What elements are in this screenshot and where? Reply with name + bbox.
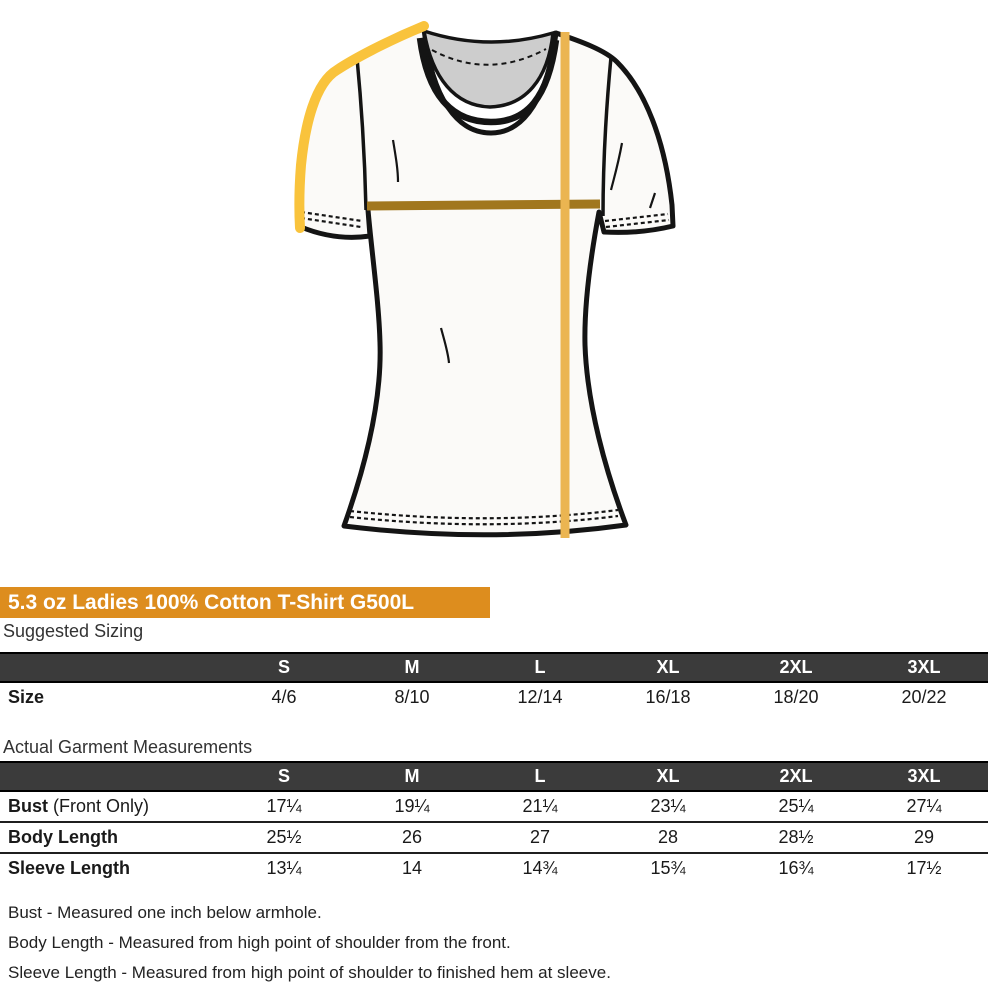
cell-value: 19¼ (394, 796, 430, 816)
table-row-bust (0, 792, 988, 823)
cell-value: 16¾ (778, 858, 814, 878)
col-header-xl: XL (656, 766, 680, 786)
cell-value: 27 (529, 827, 551, 847)
row-label: Sleeve Length (8, 858, 131, 878)
col-header-2xl: 2XL (779, 766, 813, 786)
table-row-body-length (0, 823, 988, 854)
cell-value: 29 (913, 827, 935, 847)
suggested-sizing-title: Suggested Sizing (3, 621, 144, 641)
product-banner (0, 587, 490, 618)
footnote-bust: Bust - Measured one inch below armhole. (8, 903, 322, 922)
cell-value: 20/22 (901, 686, 947, 707)
footnote-sleeve: Sleeve Length - Measured from high point of shoulder to finished hem at sleeve. (8, 963, 611, 982)
product-title: 5.3 oz Ladies 100% Cotton T-Shirt G500L (8, 591, 415, 614)
col-header-m: M (404, 766, 420, 786)
row-label: Bust (Front Only) (8, 796, 150, 816)
row-label: Size (8, 686, 45, 707)
garment-measurements-title: Actual Garment Measurements (3, 737, 253, 757)
cell-value: 28½ (778, 827, 814, 847)
cell-value: 25½ (266, 827, 302, 847)
cell-value: 8/10 (394, 686, 430, 707)
cell-value: 15¾ (650, 858, 686, 878)
col-header-s: S (277, 766, 290, 786)
col-header-m: M (404, 657, 420, 677)
cell-value: 28 (657, 827, 679, 847)
measurement-footnotes (8, 898, 611, 988)
table-header-row (0, 761, 988, 792)
footnote-body: Body Length - Measured from high point of shoulder from the front. (8, 933, 511, 952)
col-header-l: L (534, 657, 546, 677)
suggested-sizing-table (0, 652, 988, 711)
cell-value: 23¼ (650, 796, 686, 816)
table-row (0, 683, 988, 711)
table-row-sleeve-length (0, 854, 988, 883)
col-header-3xl: 3XL (907, 657, 941, 677)
col-header-l: L (534, 766, 546, 786)
cell-value: 13¼ (266, 858, 302, 878)
col-header-3xl: 3XL (907, 766, 941, 786)
cell-value: 26 (401, 827, 423, 847)
cell-value: 16/18 (645, 686, 691, 707)
table-header-row (0, 652, 988, 683)
cell-value: 12/14 (517, 686, 563, 707)
cell-value: 17¼ (266, 796, 302, 816)
cell-value: 14¾ (522, 858, 558, 878)
cell-value: 25¼ (778, 796, 814, 816)
cell-value: 18/20 (773, 686, 819, 707)
row-label: Body Length (8, 827, 118, 847)
cell-value: 27¼ (906, 796, 942, 816)
garment-measurements-table (0, 761, 988, 883)
cell-value: 21¼ (522, 796, 558, 816)
cell-value: 4/6 (271, 686, 297, 707)
cell-value: 14 (401, 858, 423, 878)
col-header-s: S (277, 657, 290, 677)
cell-value: 17½ (906, 858, 942, 878)
col-header-2xl: 2XL (779, 657, 813, 677)
col-header-xl: XL (656, 657, 680, 677)
